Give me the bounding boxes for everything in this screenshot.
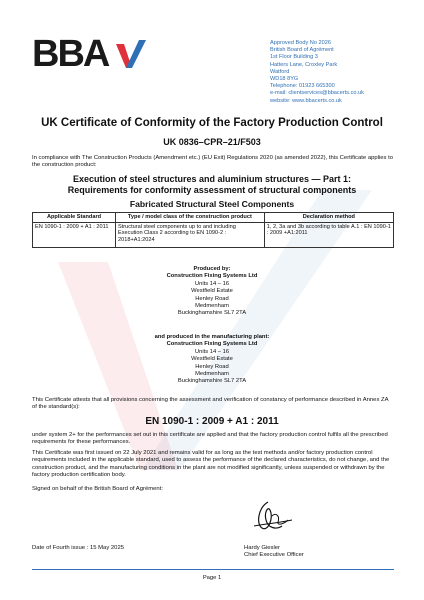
certificate-title: UK Certificate of Conformity of the Factory Production Control	[41, 117, 383, 129]
table-cell-type: Structural steel components up to and including Execution Class 2 according to EN 1090-2 : 2018+A1:2024	[116, 222, 265, 247]
producer-address-line: Units 14 – 16	[194, 280, 230, 287]
validity-paragraph: This Certificate was first issued on 22 July 2021 and remains valid for as long as the test methods and/or factory production control requirements included in the applicable standard, used to assess the performance of the declared characteristics, do not change, and the construction product, and the manufacturing conditions in the plant are not modified significantly, unless suspended or withdrawn by the factory production certification body.	[32, 450, 390, 479]
address-line: WD18 8YG	[270, 76, 299, 83]
plant-company: Construction Fixing Systems Ltd	[166, 341, 258, 348]
table-header-row	[33, 213, 394, 223]
footer-divider	[32, 569, 394, 570]
signature-image	[248, 496, 294, 538]
address-line: 1st Floor Building 3	[270, 54, 318, 61]
subject-line: Execution of steel structures and aluminium structures — Part 1:	[72, 174, 352, 184]
producer-address-line: Medmenham	[195, 303, 229, 310]
subject-line: Requirements for conformity assessment of structural components	[67, 184, 357, 195]
plant-block	[0, 334, 424, 386]
compliance-intro: In compliance with The Construction Products (Amendment etc.) (EU Exit) Regulations 2020 (as amended 2022), this Certificate applies to the construction product:	[32, 155, 394, 169]
address-website: website: www.bbacerts.co.uk	[270, 97, 342, 104]
table-row	[33, 222, 394, 247]
address-telephone: Telephone: 01923 665300	[270, 83, 335, 90]
bba-logo	[32, 33, 144, 75]
system-paragraph: under system 2+ for the performances set out in this certificate are applied and that the factory production control fulfils all the prescribed requirements for these performances.	[32, 432, 388, 446]
plant-address-line: Units 14 – 16	[194, 348, 230, 355]
table-header-cell: Declaration method	[264, 213, 393, 223]
table-cell-method: 1, 2, 3a and 3b according to table A.1 : EN 1090-1 : 2009 +A1:2011	[264, 222, 393, 247]
address-line: Approved Body No 2026	[270, 40, 331, 46]
specification-table	[32, 212, 394, 248]
plant-address-line: Henley Road	[195, 363, 229, 370]
table-cell-standard: EN 1090-1 : 2009 + A1 : 2011	[33, 222, 116, 247]
bba-logo-text: BBA	[32, 33, 109, 75]
producer-address-line: Westfield Estate	[191, 288, 233, 295]
signer-name: Hardy Giesler	[244, 545, 281, 551]
plant-address-line: Westfield Estate	[191, 356, 233, 363]
applied-standard: EN 1090-1 : 2009 + A1 : 2011	[145, 416, 279, 427]
address-line: Hatters Lane, Croxley Park	[270, 61, 338, 68]
producer-heading: Produced by:	[193, 266, 231, 272]
address-email: e-mail: clientservices@bbacerts.co.uk	[270, 90, 364, 97]
bba-address-block	[270, 40, 420, 105]
signed-on-behalf: Signed on behalf of the British Board of Agrément:	[32, 486, 163, 492]
certificate-number: UK 0836–CPR–21/F503	[163, 137, 261, 147]
producer-block	[0, 266, 424, 318]
table-header-cell: Applicable Standard	[33, 213, 116, 223]
issue-date: Date of Fourth issue : 15 May 2025	[32, 545, 125, 551]
product-subject	[40, 174, 384, 196]
table-header-cell: Type / model class of the construction product	[116, 213, 265, 223]
signer-role: Chief Executive Officer	[244, 552, 304, 559]
plant-address-line: Medmenham	[195, 371, 229, 378]
signer-block	[244, 545, 304, 560]
product-name: Fabricated Structural Steel Components	[129, 199, 295, 209]
attestation-text: This Certificate attests that all provisions concerning the assessment and verification of constancy of performance described in Annex ZA of the standard(s):	[32, 397, 389, 411]
page-number: Page 1	[202, 575, 222, 581]
plant-address-line: Buckinghamshire SL7 2TA	[177, 378, 247, 385]
producer-address-line: Buckinghamshire SL7 2TA	[177, 310, 247, 317]
plant-heading: and produced in the manufacturing plant:	[154, 334, 270, 340]
producer-company: Construction Fixing Systems Ltd	[166, 273, 258, 280]
bba-logo-tick-icon	[116, 38, 146, 72]
producer-address-line: Henley Road	[195, 295, 229, 302]
address-line: Watford	[270, 68, 290, 75]
address-line: British Board of Agrément	[270, 47, 334, 54]
